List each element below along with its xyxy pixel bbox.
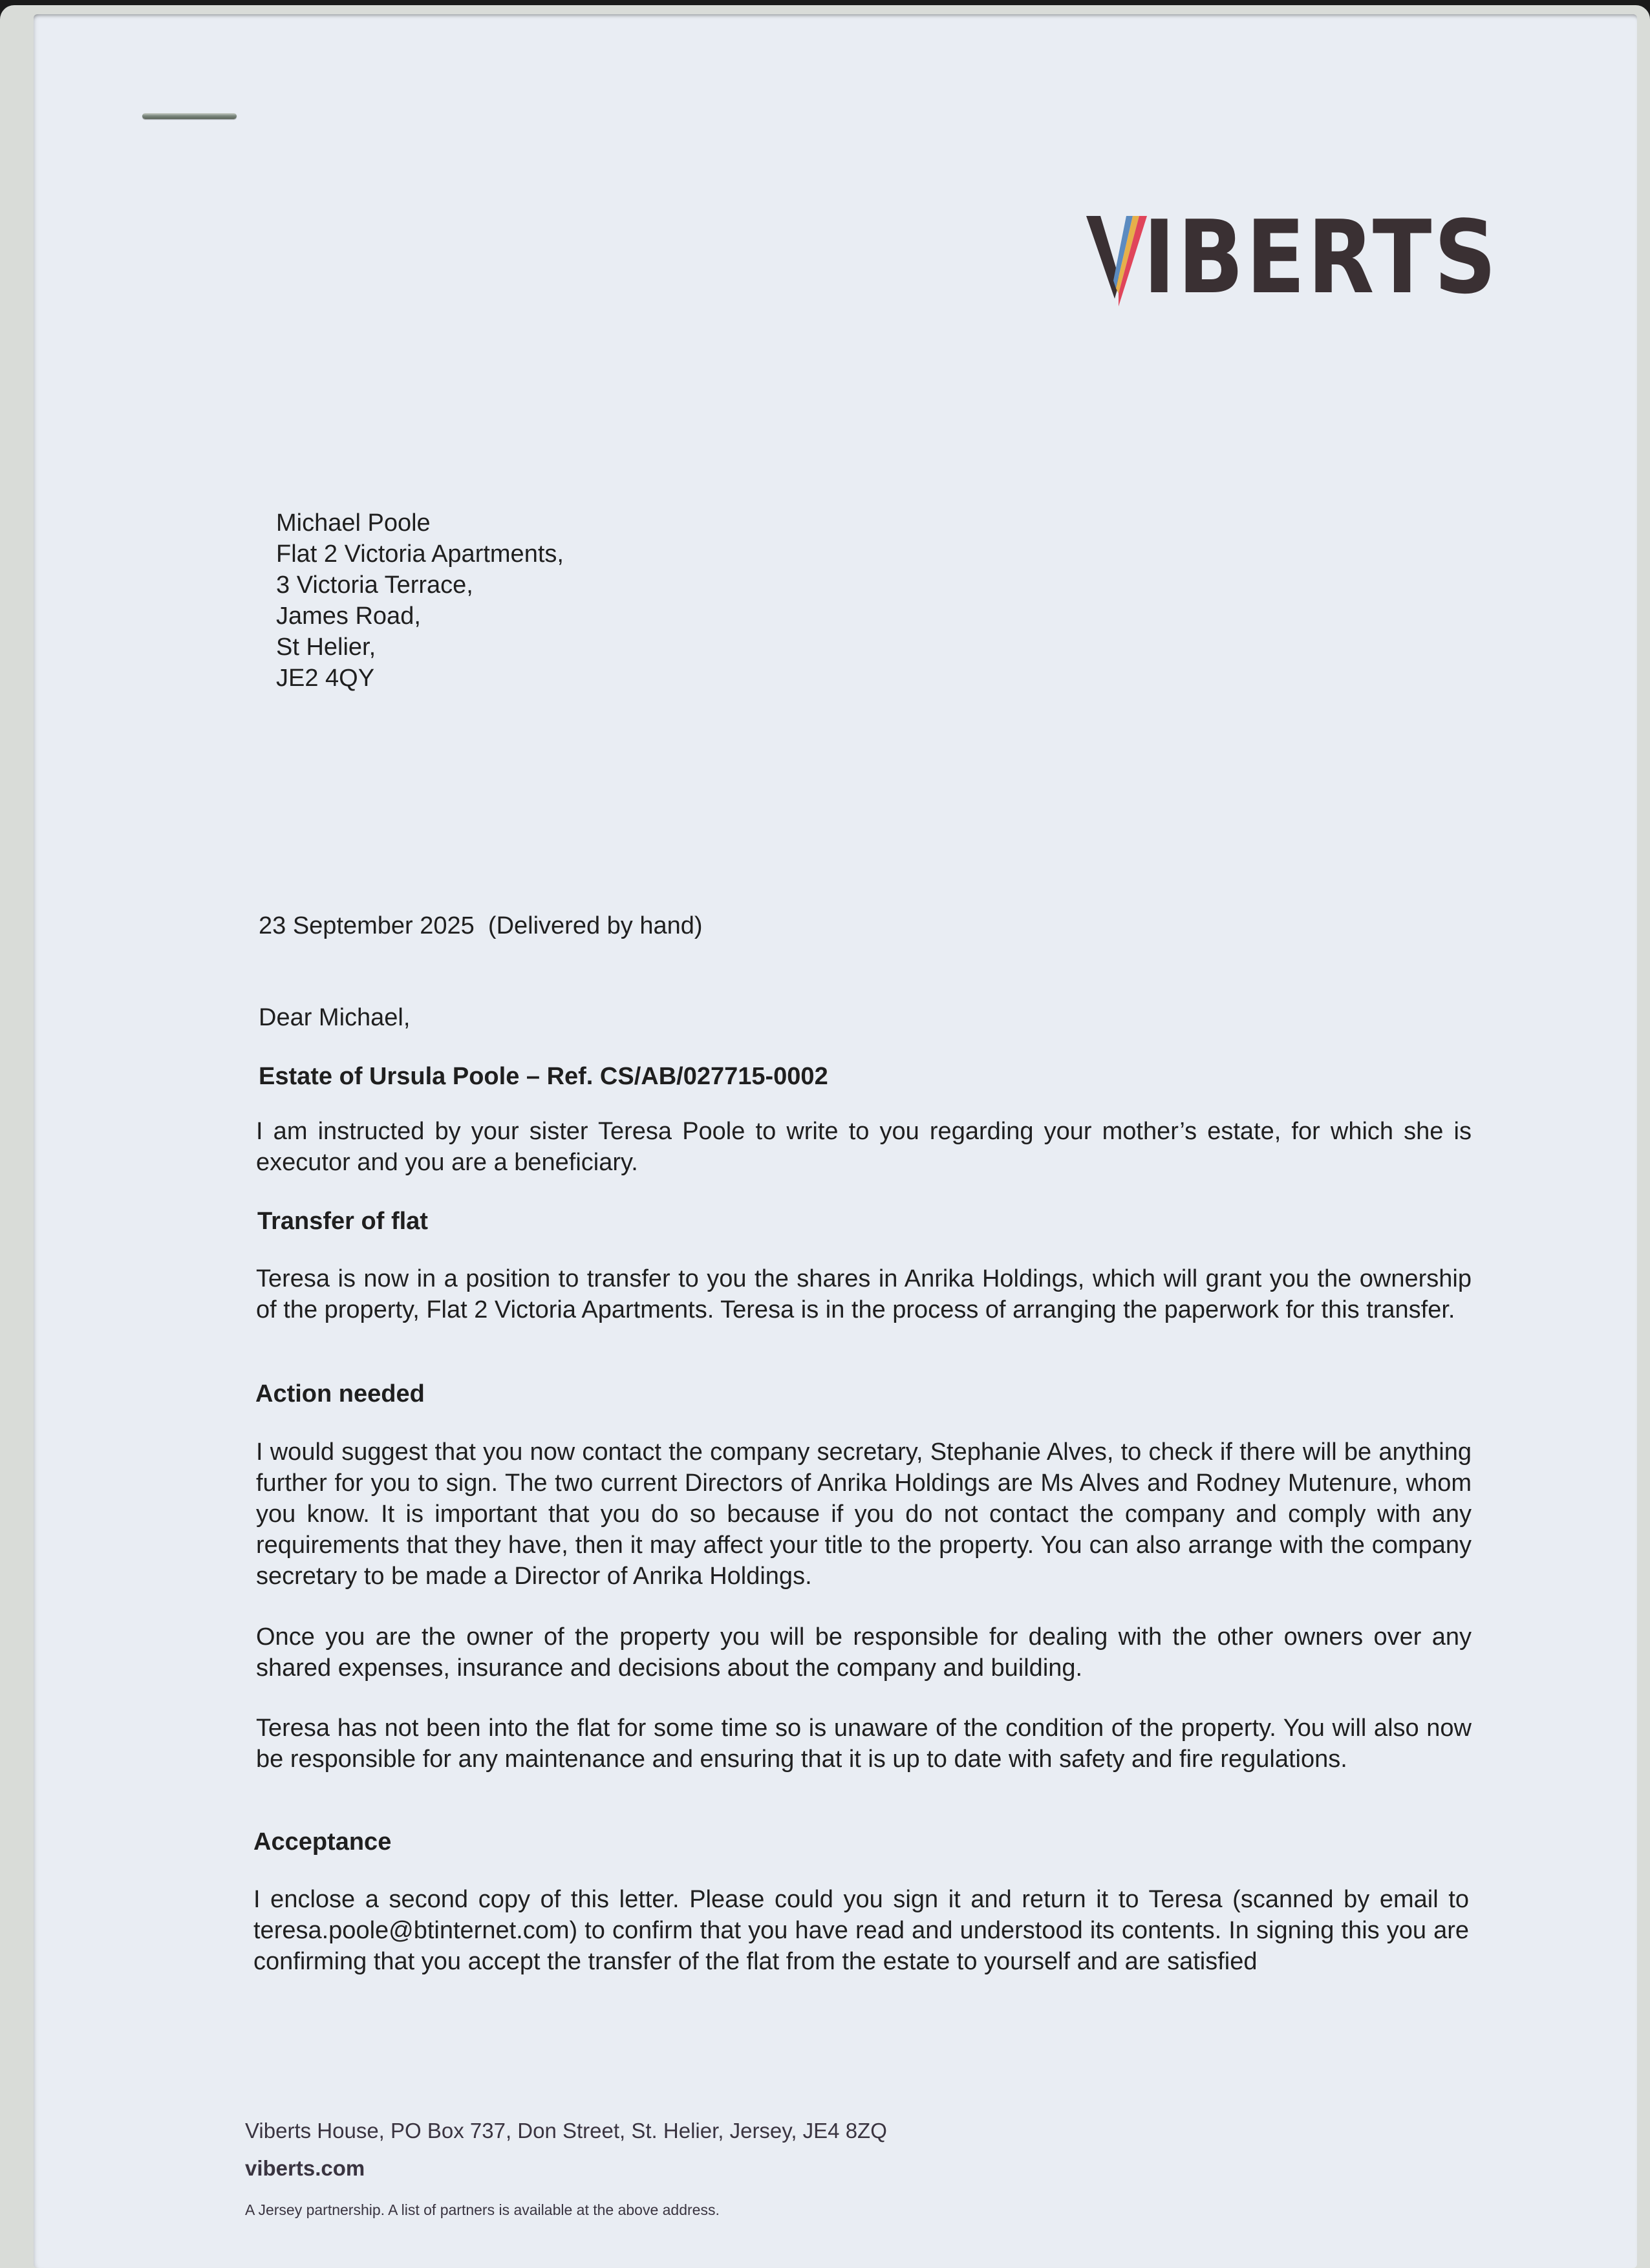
paragraph-action-2: Once you are the owner of the property you will be responsible for dealing with the other owners over any shared expenses, insurance and decisions about the company and building. — [256, 1623, 1472, 1682]
section-heading-acceptance: Acceptance — [253, 1828, 392, 1856]
recipient-address — [276, 508, 564, 694]
logo-wordmark: IBERTS — [1143, 198, 1499, 316]
intro-paragraph: I am instructed by your sister Teresa Poole to write to you regarding your mother’s estate, for which she is executor and you are a beneficiary. — [256, 1118, 1472, 1176]
footer-address: Viberts House, PO Box 737, Don Street, St. Helier, Jersey, JE4 8ZQ — [245, 2119, 887, 2143]
salutation: Dear Michael, — [259, 1004, 411, 1031]
address-line: 3 Victoria Terrace, — [276, 572, 473, 599]
paragraph-action-3: Teresa has not been into the flat for some time so is unaware of the condition of the property. You will also now be responsible for any maintenance and ensuring that it is up to date with safety and fire regulations. — [256, 1715, 1472, 1773]
paragraph-acceptance: I enclose a second copy of this letter. Please could you sign it and return it to Teresa (scanned by email to teresa.poole@btinternet.com) to confirm that you have read and understood its contents. In signing this you are confirming that you accept the transfer of the flat from the estate to yourself and are satisfied — [253, 1886, 1469, 1975]
address-line: Flat 2 Victoria Apartments, — [276, 540, 564, 568]
reference-heading: Estate of Ursula Poole – Ref. CS/AB/027715-0002 — [259, 1063, 828, 1090]
address-line: James Road, — [276, 603, 421, 630]
section-heading-action: Action needed — [255, 1380, 425, 1407]
footer-website-link[interactable]: viberts.com — [245, 2156, 365, 2180]
address-postcode: JE2 4QY — [276, 665, 375, 692]
footer-partnership-note: A Jersey partnership. A list of partners is available at the above address. — [245, 2201, 720, 2218]
letter-page — [34, 14, 1637, 2268]
viberts-logo — [1086, 198, 1556, 316]
logo-v-stripes-icon — [1086, 216, 1148, 306]
staple — [142, 113, 237, 119]
paragraph-transfer: Teresa is now in a position to transfer to you the shares in Anrika Holdings, which will grant you the ownership of the property, Flat 2 Victoria Apartments. Teresa is in the process of arranging the paperwork for this transfer. — [256, 1265, 1472, 1323]
section-heading-transfer: Transfer of flat — [257, 1208, 428, 1235]
address-line: St Helier, — [276, 634, 376, 661]
paragraph-action-1: I would suggest that you now contact the company secretary, Stephanie Alves, to check if there will be anything further for you to sign. The two current Directors of Anrika Holdings are Ms Alves and Rodney Mutenure, whom you know. It is important that you do so because if you do not contact the company and comply with any requirements that they have, then it may affect your title to the property. You can also arrange with the company secretary to be made a Director of Anrika Holdings. — [256, 1439, 1472, 1590]
recipient-name: Michael Poole — [276, 509, 431, 537]
date-line: 23 September 2025 (Delivered by hand) — [259, 912, 703, 939]
